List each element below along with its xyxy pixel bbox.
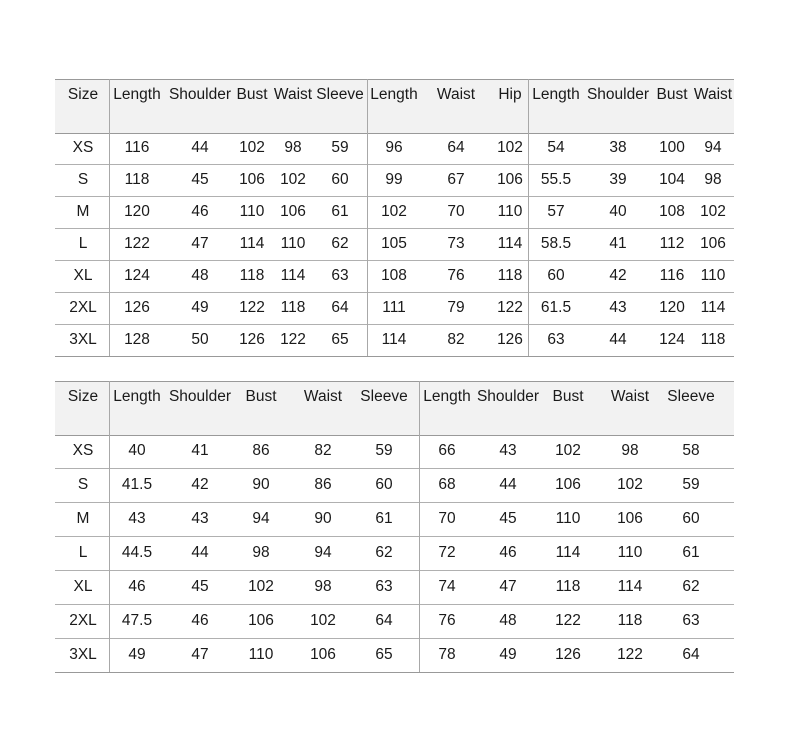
table-row	[55, 260, 734, 292]
table-cell: 62	[375, 544, 393, 561]
table-cell: 49	[499, 646, 517, 663]
table-cell: 44	[191, 544, 209, 561]
table-cell: 43	[128, 510, 146, 527]
table-cell: 114	[700, 299, 726, 316]
table-cell: 47	[499, 578, 517, 595]
table-row	[55, 292, 734, 324]
table-row	[55, 132, 734, 164]
table-cell: 106	[555, 476, 581, 493]
table-cell: 65	[331, 331, 349, 348]
table-cell: 58.5	[540, 235, 572, 252]
table-cell: 110	[497, 203, 523, 220]
table-cell: 110	[700, 267, 726, 284]
table-cell: 108	[659, 203, 685, 220]
table-row	[55, 502, 734, 536]
size-label: XL	[73, 267, 93, 284]
table-cell: 110	[280, 235, 306, 252]
table-cell: 120	[124, 203, 150, 220]
header-cell: Bust	[552, 388, 584, 405]
table-row	[55, 604, 734, 638]
table-cell: 114	[381, 331, 407, 348]
table-cell: 82	[314, 442, 332, 459]
table-cell: 110	[248, 646, 274, 663]
table-cell: 102	[700, 203, 726, 220]
table-cell: 73	[447, 235, 465, 252]
table-cell: 41.5	[121, 476, 153, 493]
table-cell: 118	[124, 171, 150, 188]
table-cell: 102	[239, 139, 265, 156]
table-cell: 102	[555, 442, 581, 459]
table-cell: 102	[497, 139, 523, 156]
header-cell: Waist	[610, 388, 650, 405]
table-cell: 62	[682, 578, 700, 595]
table-cell: 65	[375, 646, 393, 663]
table-cell: 98	[314, 578, 332, 595]
table-cell: 122	[239, 299, 265, 316]
table-cell: 124	[659, 331, 685, 348]
table-cell: 82	[447, 331, 465, 348]
header-cell: Length	[532, 86, 580, 103]
table-cell: 114	[617, 578, 643, 595]
header-cell: Length	[370, 86, 418, 103]
table-cell: 61	[331, 203, 349, 220]
table-cell: 114	[280, 267, 306, 284]
table-cell: 59	[375, 442, 393, 459]
header-cell: Bust	[236, 86, 268, 103]
table-cell: 72	[438, 544, 456, 561]
column-divider	[528, 79, 529, 356]
table-cell: 46	[191, 203, 209, 220]
size-label: S	[77, 171, 89, 188]
table-cell: 46	[191, 612, 209, 629]
table-cell: 40	[128, 442, 146, 459]
size-label: S	[77, 476, 89, 493]
table-cell: 106	[248, 612, 274, 629]
header-cell: Hip	[498, 86, 522, 103]
size-label: XS	[72, 442, 94, 459]
table-cell: 111	[382, 299, 406, 316]
table-cell: 42	[609, 267, 627, 284]
table-cell: 106	[497, 171, 523, 188]
table-cell: 38	[609, 139, 627, 156]
header-cell: Sleeve	[667, 388, 715, 405]
table-cell: 40	[609, 203, 627, 220]
table-cell: 106	[310, 646, 336, 663]
table-cell: 116	[124, 139, 150, 156]
table-cell: 98	[252, 544, 270, 561]
header-cell: Waist	[273, 86, 313, 103]
table-cell: 105	[381, 235, 407, 252]
table-cell: 44	[191, 139, 209, 156]
table-cell: 64	[331, 299, 349, 316]
table-cell: 58	[682, 442, 700, 459]
size-label: M	[76, 203, 90, 220]
table-cell: 114	[555, 544, 581, 561]
table-cell: 106	[239, 171, 265, 188]
table-cell: 110	[555, 510, 581, 527]
table-cell: 122	[280, 331, 306, 348]
table-cell: 116	[659, 267, 685, 284]
table-cell: 50	[191, 331, 209, 348]
table-cell: 60	[375, 476, 393, 493]
table-cell: 126	[555, 646, 581, 663]
table-cell: 118	[239, 267, 265, 284]
table-cell: 63	[375, 578, 393, 595]
table-cell: 94	[314, 544, 332, 561]
size-chart-table-2	[55, 381, 734, 672]
table-cell: 49	[191, 299, 209, 316]
table-cell: 48	[499, 612, 517, 629]
table-cell: 98	[704, 171, 722, 188]
table-row	[55, 638, 734, 672]
table-row	[55, 570, 734, 604]
table-cell: 44	[499, 476, 517, 493]
table-cell: 60	[331, 171, 349, 188]
header-cell: Length	[113, 388, 161, 405]
table-cell: 78	[438, 646, 456, 663]
table-cell: 64	[447, 139, 465, 156]
table-cell: 46	[128, 578, 146, 595]
table-cell: 110	[239, 203, 265, 220]
table-cell: 118	[617, 612, 643, 629]
table-cell: 98	[621, 442, 639, 459]
table-cell: 60	[547, 267, 565, 284]
table-cell: 63	[547, 331, 565, 348]
table-cell: 120	[659, 299, 685, 316]
table-cell: 86	[252, 442, 270, 459]
table-cell: 64	[375, 612, 393, 629]
table-cell: 54	[547, 139, 565, 156]
table-cell: 118	[497, 267, 523, 284]
table-row	[55, 468, 734, 502]
table-cell: 79	[447, 299, 465, 316]
size-label: L	[78, 235, 88, 252]
table-cell: 70	[447, 203, 465, 220]
header-cell: Waist	[436, 86, 476, 103]
size-label: 3XL	[69, 331, 97, 348]
table-row	[55, 196, 734, 228]
header-cell: Shoulder	[476, 388, 540, 405]
table-cell: 102	[248, 578, 274, 595]
table-cell: 68	[438, 476, 456, 493]
table-cell: 118	[555, 578, 581, 595]
table-cell: 45	[499, 510, 517, 527]
table-cell: 108	[381, 267, 407, 284]
table-cell: 49	[128, 646, 146, 663]
table-cell: 100	[659, 139, 685, 156]
header-cell: Size	[67, 86, 99, 103]
table-cell: 44.5	[121, 544, 153, 561]
table-cell: 59	[682, 476, 700, 493]
table-cell: 114	[239, 235, 265, 252]
table-cell: 106	[617, 510, 643, 527]
table-cell: 128	[124, 331, 150, 348]
table-cell: 39	[609, 171, 627, 188]
table-cell: 43	[609, 299, 627, 316]
table-cell: 48	[191, 267, 209, 284]
row-divider	[55, 356, 734, 357]
table-cell: 43	[499, 442, 517, 459]
header-cell: Length	[113, 86, 161, 103]
table-cell: 45	[191, 578, 209, 595]
table-cell: 118	[280, 299, 306, 316]
header-cell: Shoulder	[586, 86, 650, 103]
table-cell: 104	[659, 171, 685, 188]
table-cell: 63	[682, 612, 700, 629]
table-cell: 106	[700, 235, 726, 252]
size-label: 2XL	[69, 612, 97, 629]
table-cell: 76	[438, 612, 456, 629]
table-cell: 122	[124, 235, 150, 252]
table-cell: 99	[385, 171, 403, 188]
table-cell: 90	[314, 510, 332, 527]
table-cell: 96	[385, 139, 403, 156]
table-cell: 94	[704, 139, 722, 156]
table-cell: 59	[331, 139, 349, 156]
header-cell: Length	[423, 388, 471, 405]
table-cell: 66	[438, 442, 456, 459]
table-cell: 64	[682, 646, 700, 663]
table-cell: 60	[682, 510, 700, 527]
header-cell: Shoulder	[168, 86, 232, 103]
table-cell: 41	[609, 235, 627, 252]
header-cell: Size	[67, 388, 99, 405]
table-row	[55, 228, 734, 260]
table-cell: 55.5	[540, 171, 572, 188]
table-cell: 102	[310, 612, 336, 629]
size-label: 2XL	[69, 299, 97, 316]
size-label: L	[78, 544, 88, 561]
table-cell: 114	[497, 235, 523, 252]
column-divider	[109, 381, 110, 672]
size-label: XL	[73, 578, 93, 595]
column-divider	[367, 79, 368, 356]
table-cell: 122	[497, 299, 523, 316]
table-cell: 57	[547, 203, 565, 220]
table-cell: 110	[617, 544, 643, 561]
size-chart-table-1	[55, 79, 734, 356]
header-cell: Bust	[656, 86, 688, 103]
table-cell: 62	[331, 235, 349, 252]
size-label: 3XL	[69, 646, 97, 663]
table-row	[55, 434, 734, 468]
table-cell: 42	[191, 476, 209, 493]
column-divider	[419, 381, 420, 672]
table-cell: 102	[381, 203, 407, 220]
header-cell: Shoulder	[168, 388, 232, 405]
table-cell: 63	[331, 267, 349, 284]
table-cell: 45	[191, 171, 209, 188]
table-cell: 126	[124, 299, 150, 316]
header-cell: Sleeve	[360, 388, 408, 405]
table-cell: 44	[609, 331, 627, 348]
table-cell: 122	[617, 646, 643, 663]
table-cell: 67	[447, 171, 465, 188]
table-cell: 61.5	[540, 299, 572, 316]
table-cell: 126	[239, 331, 265, 348]
header-cell: Waist	[303, 388, 343, 405]
column-divider	[109, 79, 110, 356]
table-cell: 98	[284, 139, 302, 156]
table-cell: 47	[191, 235, 209, 252]
table-cell: 126	[497, 331, 523, 348]
table-cell: 94	[252, 510, 270, 527]
header-row	[55, 79, 734, 134]
table-cell: 124	[124, 267, 150, 284]
table-cell: 76	[447, 267, 465, 284]
table-cell: 47.5	[121, 612, 153, 629]
header-row	[55, 381, 734, 436]
row-divider	[55, 672, 734, 673]
table-cell: 86	[314, 476, 332, 493]
table-cell: 102	[617, 476, 643, 493]
header-cell: Bust	[245, 388, 277, 405]
table-cell: 47	[191, 646, 209, 663]
table-cell: 112	[659, 235, 685, 252]
table-cell: 46	[499, 544, 517, 561]
table-cell: 122	[555, 612, 581, 629]
table-row	[55, 164, 734, 196]
table-row	[55, 324, 734, 356]
table-cell: 43	[191, 510, 209, 527]
table-cell: 90	[252, 476, 270, 493]
table-cell: 41	[191, 442, 209, 459]
table-cell: 106	[280, 203, 306, 220]
size-label: M	[76, 510, 90, 527]
table-cell: 61	[375, 510, 393, 527]
table-cell: 61	[682, 544, 700, 561]
table-cell: 70	[438, 510, 456, 527]
table-row	[55, 536, 734, 570]
size-label: XS	[72, 139, 94, 156]
table-cell: 118	[700, 331, 726, 348]
header-cell: Waist	[693, 86, 733, 103]
table-cell: 102	[280, 171, 306, 188]
header-cell: Sleeve	[316, 86, 364, 103]
table-cell: 74	[438, 578, 456, 595]
